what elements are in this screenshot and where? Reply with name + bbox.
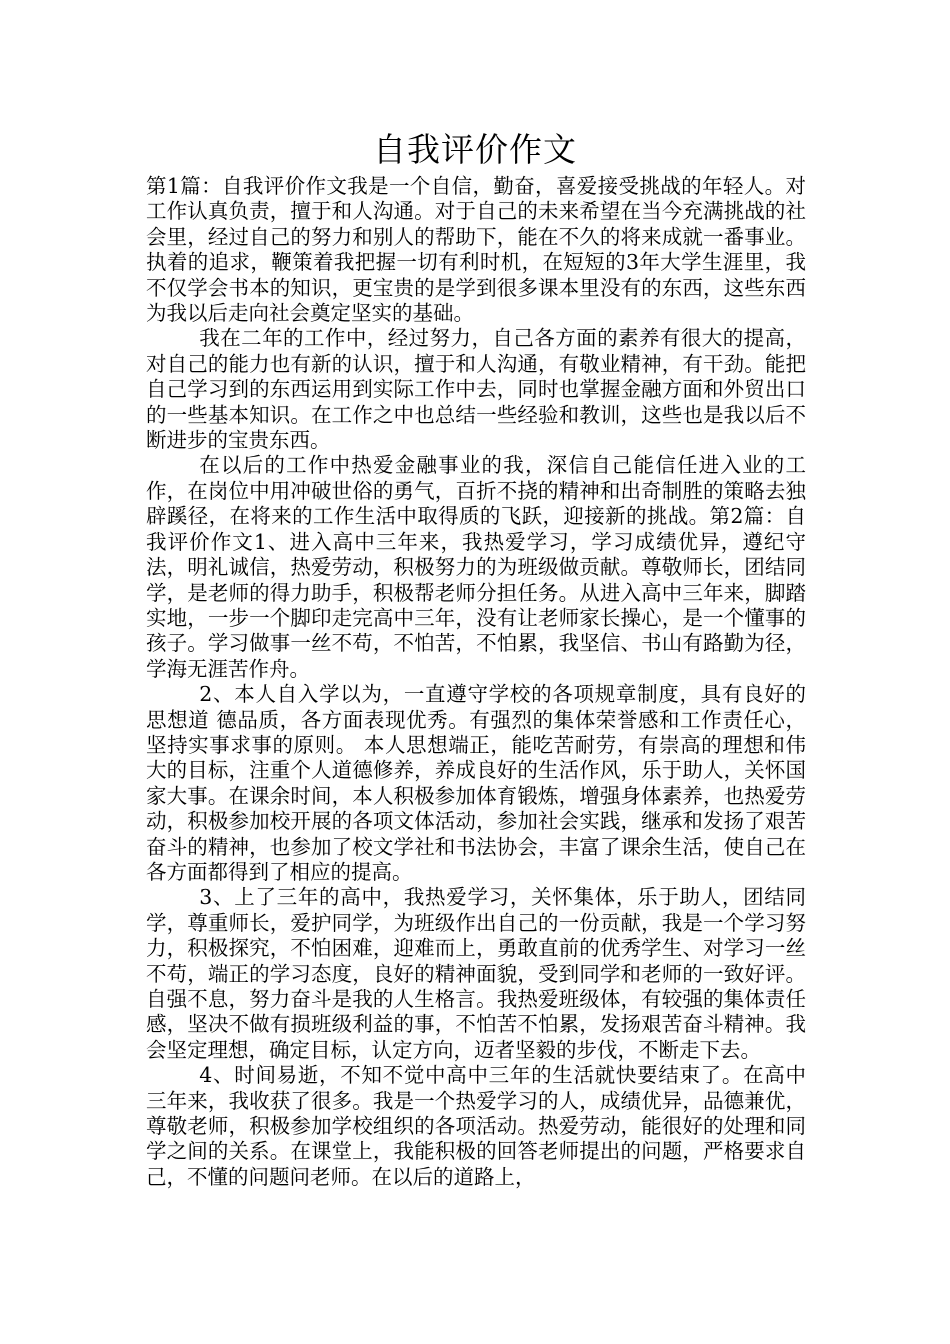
paragraph-3: 在以后的工作中热爱金融事业的我，深信自己能信任进入业的工作，在岗位中用冲破世俗的勇气，百折不挠的精神和出奇制胜的策略去独辟蹊径，在将来的工作生活中取得质的飞跃，迎接新的挑战。第2篇：自我评价作文1、进入高中三年来，我热爱学习，学习成绩优异，遵纪守法，明礼诚信，热爱劳动，积极努力的为班级做贡献。尊敬师长，团结同学，是老师的得力助手，积极帮老师分担任务。从进入高中三年来，脚踏实地，一步一个脚印走完高中三年，没有让老师家长操心，是一个懂事的孩子。学习做事一丝不苟，不怕苦，不怕累，我坚信、书山有路勤为径，学海无涯苦作舟。: [146, 453, 806, 681]
paragraph-6: 4、时间易逝，不知不觉中高中三年的生活就快要结束了。在高中三年来，我收获了很多。我是一个热爱学习的人，成绩优异，品德兼优，尊敬老师，积极参加学校组织的各项活动。热爱劳动，能很好的处理和同学之间的关系。在课堂上，我能积极的回答老师提出的问题，严格要求自己，不懂的问题问老师。在以后的道路上，: [146, 1063, 806, 1189]
document-title: 自我评价作文: [373, 130, 577, 169]
paragraph-1: 第1篇：自我评价作文我是一个自信，勤奋，喜爱接受挑战的年轻人。对工作认真负责，擅于和人沟通。对于自己的未来希望在当今充满挑战的社会里，经过自己的努力和别人的帮助下，能在不久的将来成就一番事业。执着的追求，鞭策着我把握一切有利时机，在短短的3年大学生涯里，我不仅学会书本的知识，更宝贵的是学到很多课本里没有的东西，这些东西为我以后走向社会奠定坚实的基础。: [146, 174, 806, 326]
paragraph-2: 我在二年的工作中，经过努力，自己各方面的素养有很大的提高，对自己的能力也有新的认识，擅于和人沟通，有敬业精神，有干劲。能把自己学习到的东西运用到实际工作中去，同时也掌握金融方面和外贸出口的一些基本知识。在工作之中也总结一些经验和教训，这些也是我以后不断进步的宝贵东西。: [146, 326, 806, 453]
document-body: [146, 174, 806, 1190]
paragraph-4: 2、本人自入学以为，一直遵守学校的各项规章制度，具有良好的思想道 德品质，各方面表现优秀。有强烈的集体荣誉感和工作责任心，坚持实事求事的原则。 本人思想端正，能吃苦耐劳，有崇高的理想和伟大的目标，注重个人道德修养，养成良好的生活作风，乐于助人，关怀国家大事。在课余时间，本人积极参加体育锻炼，增强身体素养，也热爱劳动，积极参加校开展的各项文体活动，参加社会实践，继承和发扬了艰苦奋斗的精神，也参加了校文学社和书法协会，丰富了课余生活，使自己在各方面都得到了相应的提高。: [146, 682, 806, 884]
paragraph-5: 3、上了三年的高中，我热爱学习，关怀集体，乐于助人，团结同学，尊重师长，爱护同学，为班级作出自己的一份贡献，我是一个学习努力，积极探究，不怕困难，迎难而上，勇敢直前的优秀学生、对学习一丝不苟，端正的学习态度，良好的精神面貌，受到同学和老师的一致好评。自强不息，努力奋斗是我的人生格言。我热爱班级体，有较强的集体责任感，坚决不做有损班级利益的事，不怕苦不怕累，发扬艰苦奋斗精神。我会坚定理想，确定目标，认定方向，迈者坚毅的步伐，不断走下去。: [146, 885, 806, 1062]
